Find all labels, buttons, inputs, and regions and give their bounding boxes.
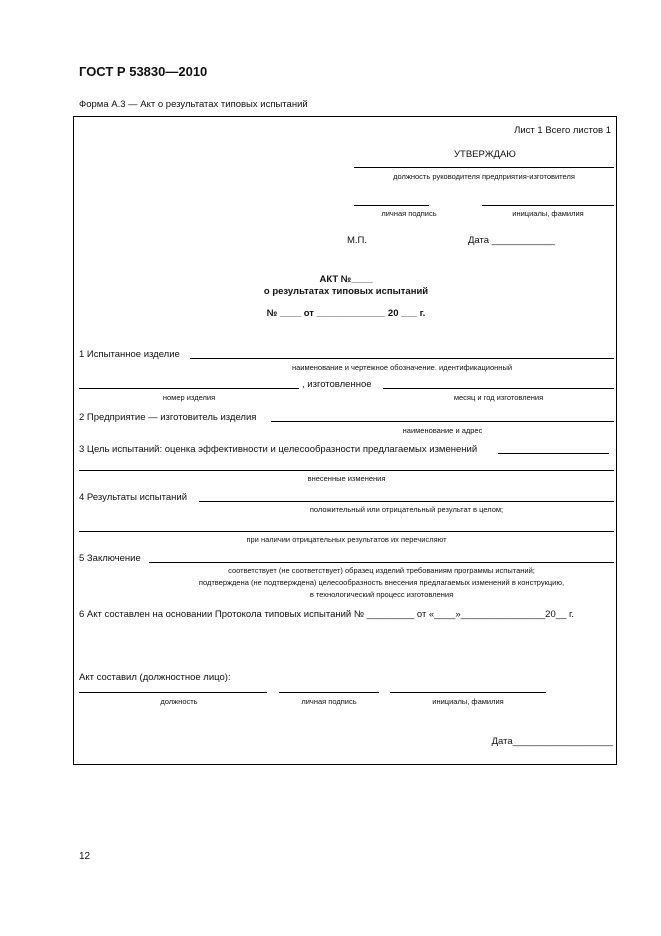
item1-number-hint: номер изделия	[162, 393, 216, 402]
bottom-date: Дата___________________	[491, 736, 613, 747]
item4-hint2: при наличии отрицательных результатов их перечисляют	[246, 535, 447, 544]
item4-line1[interactable]	[199, 501, 614, 502]
item2-label: 2 Предприятие — изготовитель изделия	[79, 412, 257, 423]
sheet-counter: Лист 1 Всего листов 1	[514, 125, 611, 136]
compiled-position-line[interactable]	[79, 692, 267, 693]
item3-line1[interactable]	[498, 453, 609, 454]
compiled-by-label: Акт составил (должностное лицо):	[79, 672, 231, 683]
item5-line[interactable]	[149, 562, 614, 563]
compiled-signature-hint: личная подпись	[301, 697, 357, 706]
approve-signature-hint: личная подпись	[381, 209, 437, 218]
item1-made-label: , изготовленное	[302, 379, 372, 390]
item3-hint: внесенные изменения	[307, 474, 386, 483]
approve-label: УТВЕРЖДАЮ	[454, 149, 516, 160]
form-frame	[73, 116, 617, 765]
approve-position-line[interactable]	[354, 167, 614, 168]
item5-label: 5 Заключение	[79, 553, 141, 564]
approve-initials-line[interactable]	[482, 205, 614, 206]
act-subtitle: о результатах типовых испытаний	[263, 286, 429, 297]
item5-hint2: подтверждена (не подтверждена) целесообразность внесения предлагаемых изменений в конструкцию,	[198, 578, 565, 587]
approve-date: Дата ____________	[468, 235, 556, 246]
item5-hint1: соответствует (не соответствует) образец изделий требованиям программы испытаний;	[228, 566, 535, 575]
compiled-initials-hint: инициалы, фамилия	[432, 697, 504, 706]
item1-number-line[interactable]	[79, 388, 299, 389]
item2-hint: наименование и адрес	[402, 426, 483, 435]
item4-line2[interactable]	[79, 531, 614, 532]
page-number: 12	[79, 851, 91, 862]
compiled-initials-line[interactable]	[390, 692, 546, 693]
act-number-date: № ____ от _____________ 20 ___ г.	[266, 308, 426, 319]
form-caption: Форма А.3 — Акт о результатах типовых испытаний	[79, 99, 308, 110]
item1-hint: наименование и чертежное обозначение. идентификационный	[291, 363, 513, 372]
item6-text: 6 Акт составлен на основании Протокола типовых испытаний № _________ от «____»________________20__ г.	[79, 609, 574, 620]
item3-label: 3 Цель испытаний: оценка эффективности и целесообразности предлагаемых изменений	[79, 444, 478, 455]
compiled-signature-line[interactable]	[279, 692, 379, 693]
act-title: АКТ №____	[319, 274, 373, 285]
item4-hint1: положительный или отрицательный результат в целом;	[309, 505, 504, 514]
compiled-position-hint: должность	[160, 697, 198, 706]
item2-line[interactable]	[271, 421, 614, 422]
item1-date-line[interactable]	[383, 388, 614, 389]
item4-label: 4 Результаты испытаний	[79, 492, 188, 503]
item1-date-hint: месяц и год изготовления	[453, 393, 544, 402]
approve-position-hint: должность руководителя предприятия-изготовителя	[393, 172, 575, 181]
stamp-label: М.П.	[347, 235, 368, 246]
approve-signature-line[interactable]	[354, 205, 429, 206]
item5-hint3: в технологический процесс изготовления	[309, 590, 454, 599]
item1-label: 1 Испытанное изделие	[79, 349, 180, 360]
standard-header: ГОСТ Р 53830—2010	[79, 64, 208, 79]
item1-product-line[interactable]	[190, 358, 614, 359]
item3-line2[interactable]	[79, 470, 614, 471]
approve-initials-hint: инициалы, фамилия	[512, 209, 584, 218]
